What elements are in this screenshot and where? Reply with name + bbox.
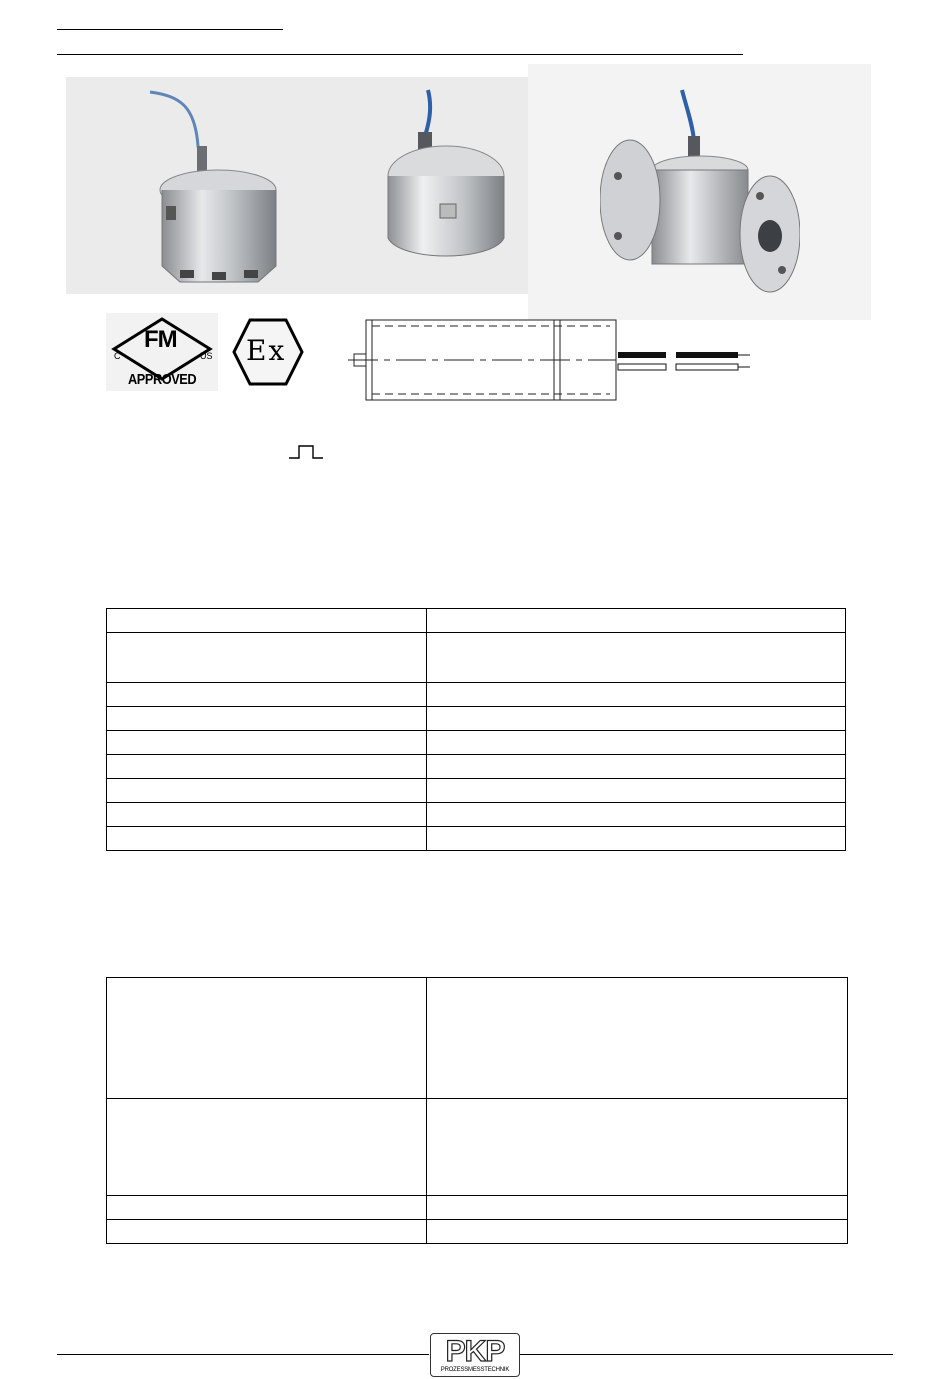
table-cell xyxy=(107,1099,427,1196)
footer-rule-left xyxy=(57,1354,429,1355)
fm-logo-caption: APPROVED xyxy=(128,371,197,388)
fm-logo-letters: FM xyxy=(144,326,177,353)
product-photo-flanged-housing xyxy=(600,86,800,294)
table-cell xyxy=(107,755,427,779)
table-cell xyxy=(427,1099,848,1196)
pkp-brand-logo xyxy=(430,1333,520,1377)
table-cell xyxy=(427,755,846,779)
fm-approved-logo xyxy=(106,313,218,391)
pkp-logo-letters: PKP xyxy=(445,1335,505,1368)
table-cell xyxy=(107,707,427,731)
table-cell xyxy=(427,609,846,633)
table-cell xyxy=(107,803,427,827)
table-row xyxy=(107,731,846,755)
table-cell xyxy=(107,827,427,851)
table-cell xyxy=(427,707,846,731)
table-cell xyxy=(107,779,427,803)
table-cell xyxy=(107,609,427,633)
table-cell xyxy=(427,683,846,707)
table-row xyxy=(107,1099,848,1196)
spec-table-2 xyxy=(106,977,848,1244)
table-cell xyxy=(427,827,846,851)
table-row xyxy=(107,1220,848,1244)
table-cell xyxy=(427,1220,848,1244)
table-cell xyxy=(427,978,848,1099)
table-cell xyxy=(107,683,427,707)
ex-logo-letters: Ex xyxy=(246,334,287,367)
table-row xyxy=(107,633,846,683)
table-row xyxy=(107,707,846,731)
header-rule-long xyxy=(57,54,743,55)
pulse-signal-icon xyxy=(289,444,325,460)
product-photo-round-housing xyxy=(380,86,530,266)
table-cell xyxy=(427,633,846,683)
sensor-technical-drawing xyxy=(338,316,758,408)
table-cell xyxy=(107,1196,427,1220)
table-cell xyxy=(427,1196,848,1220)
table-row xyxy=(107,683,846,707)
table-row xyxy=(107,755,846,779)
fm-logo-us-mark: US xyxy=(200,351,213,361)
footer-rule-right xyxy=(520,1354,893,1355)
header-rule-short xyxy=(57,29,283,30)
table-row xyxy=(107,803,846,827)
table-row xyxy=(107,609,846,633)
table-cell xyxy=(107,633,427,683)
fm-logo-c-mark: C xyxy=(114,351,121,361)
table-row xyxy=(107,827,846,851)
product-photo-hex-housing xyxy=(140,86,290,292)
table-cell xyxy=(427,803,846,827)
table-cell xyxy=(427,731,846,755)
spec-table-1 xyxy=(106,608,846,851)
table-cell xyxy=(427,779,846,803)
table-cell xyxy=(107,731,427,755)
table-row xyxy=(107,779,846,803)
table-row xyxy=(107,978,848,1099)
table-cell xyxy=(107,1220,427,1244)
table-cell xyxy=(107,978,427,1099)
ex-atex-logo xyxy=(232,318,304,386)
table-row xyxy=(107,1196,848,1220)
pkp-logo-subtitle: PROZESSMESSTECHNIK xyxy=(440,1367,510,1373)
